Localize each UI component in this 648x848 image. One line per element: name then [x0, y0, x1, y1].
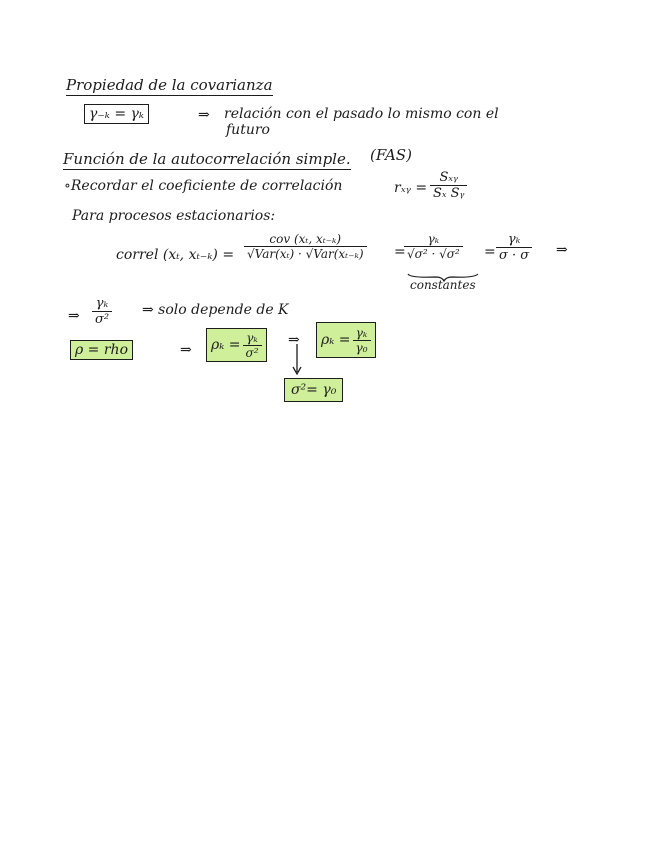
implies-arrow: ⇒ — [198, 107, 210, 123]
covariance-property-formula: γ₋ₖ = γₖ — [84, 104, 149, 124]
frac3-denominator: σ · σ — [496, 247, 532, 263]
equals-sign-2: = — [394, 244, 406, 260]
correl-label: correl (xₜ, xₜ₋ₖ) = — [116, 247, 235, 263]
section-title-covarianza: Propiedad de la covarianza — [66, 76, 273, 94]
equals-sign-3: = — [484, 244, 496, 260]
para-procesos: Para procesos estacionarios: — [72, 208, 276, 224]
constantes-label: constantes — [410, 278, 476, 292]
covariance-note-line1: relación con el pasado lo mismo con el — [224, 106, 499, 122]
rho-k2-numerator: γₖ — [355, 325, 368, 340]
rho-box: ρ = rho — [70, 340, 133, 360]
implies-arrow-5: ⇒ — [180, 342, 192, 358]
correl-denominator: √Var(xₜ) · √Var(xₜ₋ₖ) — [244, 246, 367, 261]
r-xy-label: rₓᵧ = — [394, 180, 428, 196]
covariance-note-line2: futuro — [226, 122, 270, 138]
frac4 — [92, 296, 112, 327]
depends-on-k: ⇒ solo depende de K — [142, 302, 289, 318]
r-xy-numerator: Sₓᵧ — [439, 170, 458, 185]
rho-k-denominator: σ² — [243, 345, 262, 360]
rho-k2-label: ρₖ = — [321, 332, 351, 348]
frac2-numerator: γₖ — [427, 232, 440, 246]
frac4-numerator: γₖ — [95, 296, 109, 311]
frac2 — [404, 232, 463, 261]
implies-arrow-6: ⇒ — [288, 332, 300, 348]
r-xy-fraction — [430, 170, 467, 201]
down-arrow-head — [293, 367, 301, 374]
rho-k-gamma-box — [316, 322, 376, 358]
frac3-numerator: γₖ — [507, 232, 521, 247]
frac4-denominator: σ² — [92, 311, 112, 327]
bullet-recordar: ∘Recordar el coeficiente de correlación — [64, 178, 343, 194]
implies-arrow-right: ⇒ — [556, 242, 568, 258]
frac2-denominator: √σ² · √σ² — [404, 246, 463, 261]
frac3 — [496, 232, 532, 263]
rho-k-label: ρₖ = — [211, 337, 241, 353]
rho-k-box — [206, 328, 267, 362]
fas-abbreviation: (FAS) — [370, 146, 412, 164]
rho-k-numerator: γₖ — [246, 330, 258, 345]
rho-k2-denominator: γ₀ — [353, 340, 371, 355]
sigma-gamma0-box: σ²= γ₀ — [284, 378, 343, 402]
rho-k2-fraction — [353, 326, 371, 355]
rho-k-fraction — [243, 331, 262, 360]
r-xy-denominator: Sₓ Sᵧ — [430, 185, 467, 201]
correl-fraction — [244, 232, 367, 261]
implies-arrow-left: ⇒ — [68, 308, 80, 324]
correl-numerator: cov (xₜ, xₜ₋ₖ) — [269, 232, 342, 246]
section-title-fas: Función de la autocorrelación simple. — [63, 150, 351, 168]
